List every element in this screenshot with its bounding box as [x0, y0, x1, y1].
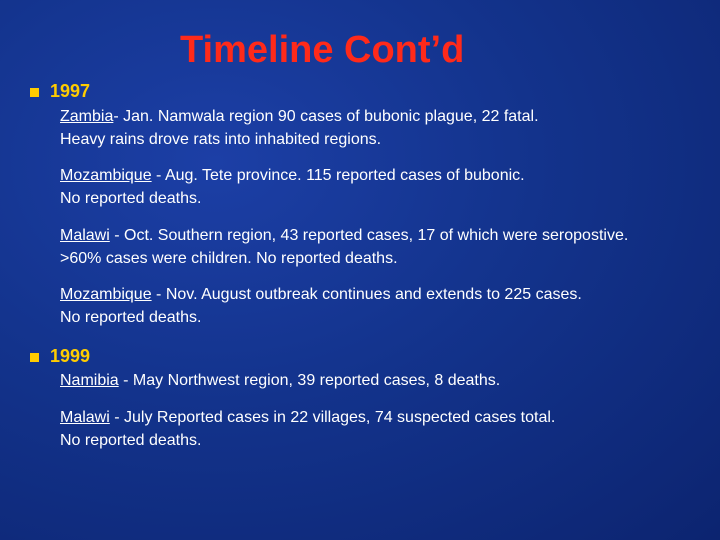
entry-text: - May Northwest region, 39 reported cases, 8 deaths.	[118, 372, 501, 389]
country-name: Malawi	[60, 227, 110, 244]
entry-text-cont: >60% cases were children. No reported deaths.	[60, 250, 398, 267]
timeline-entry	[60, 406, 710, 452]
timeline-entry	[60, 105, 710, 151]
bullet-icon	[30, 88, 39, 97]
country-name: Malawi	[60, 409, 110, 426]
entry-text: - Oct. Southern region, 43 reported cases, 17 of which were seropostive.	[109, 227, 629, 244]
country-name: Zambia	[60, 108, 114, 125]
entry-text-cont: Heavy rains drove rats into inhabited regions.	[60, 131, 382, 148]
entry-text: - Aug. Tete province. 115 reported cases of bubonic.	[151, 167, 525, 184]
country-name: Mozambique	[60, 167, 152, 184]
bullet-icon	[30, 353, 39, 362]
country-name: Namibia	[60, 372, 119, 389]
entry-text-cont: No reported deaths.	[60, 309, 202, 326]
entry-text-cont: No reported deaths.	[60, 190, 202, 207]
timeline-entry	[60, 283, 710, 329]
slide-title: Timeline Cont’d	[180, 29, 465, 71]
timeline-entry	[60, 369, 710, 392]
year-label: 1997	[50, 81, 91, 101]
timeline-entry	[60, 164, 710, 210]
entry-text: - July Reported cases in 22 villages, 74 suspected cases total.	[109, 409, 556, 426]
year-label: 1999	[50, 346, 91, 366]
entry-text-cont: No reported deaths.	[60, 432, 202, 449]
entry-text: - Jan. Namwala region 90 cases of bubonic plague, 22 fatal.	[113, 108, 539, 125]
country-name: Mozambique	[60, 286, 152, 303]
timeline-entry	[60, 224, 710, 270]
entry-text: - Nov. August outbreak continues and extends to 225 cases.	[151, 286, 582, 303]
